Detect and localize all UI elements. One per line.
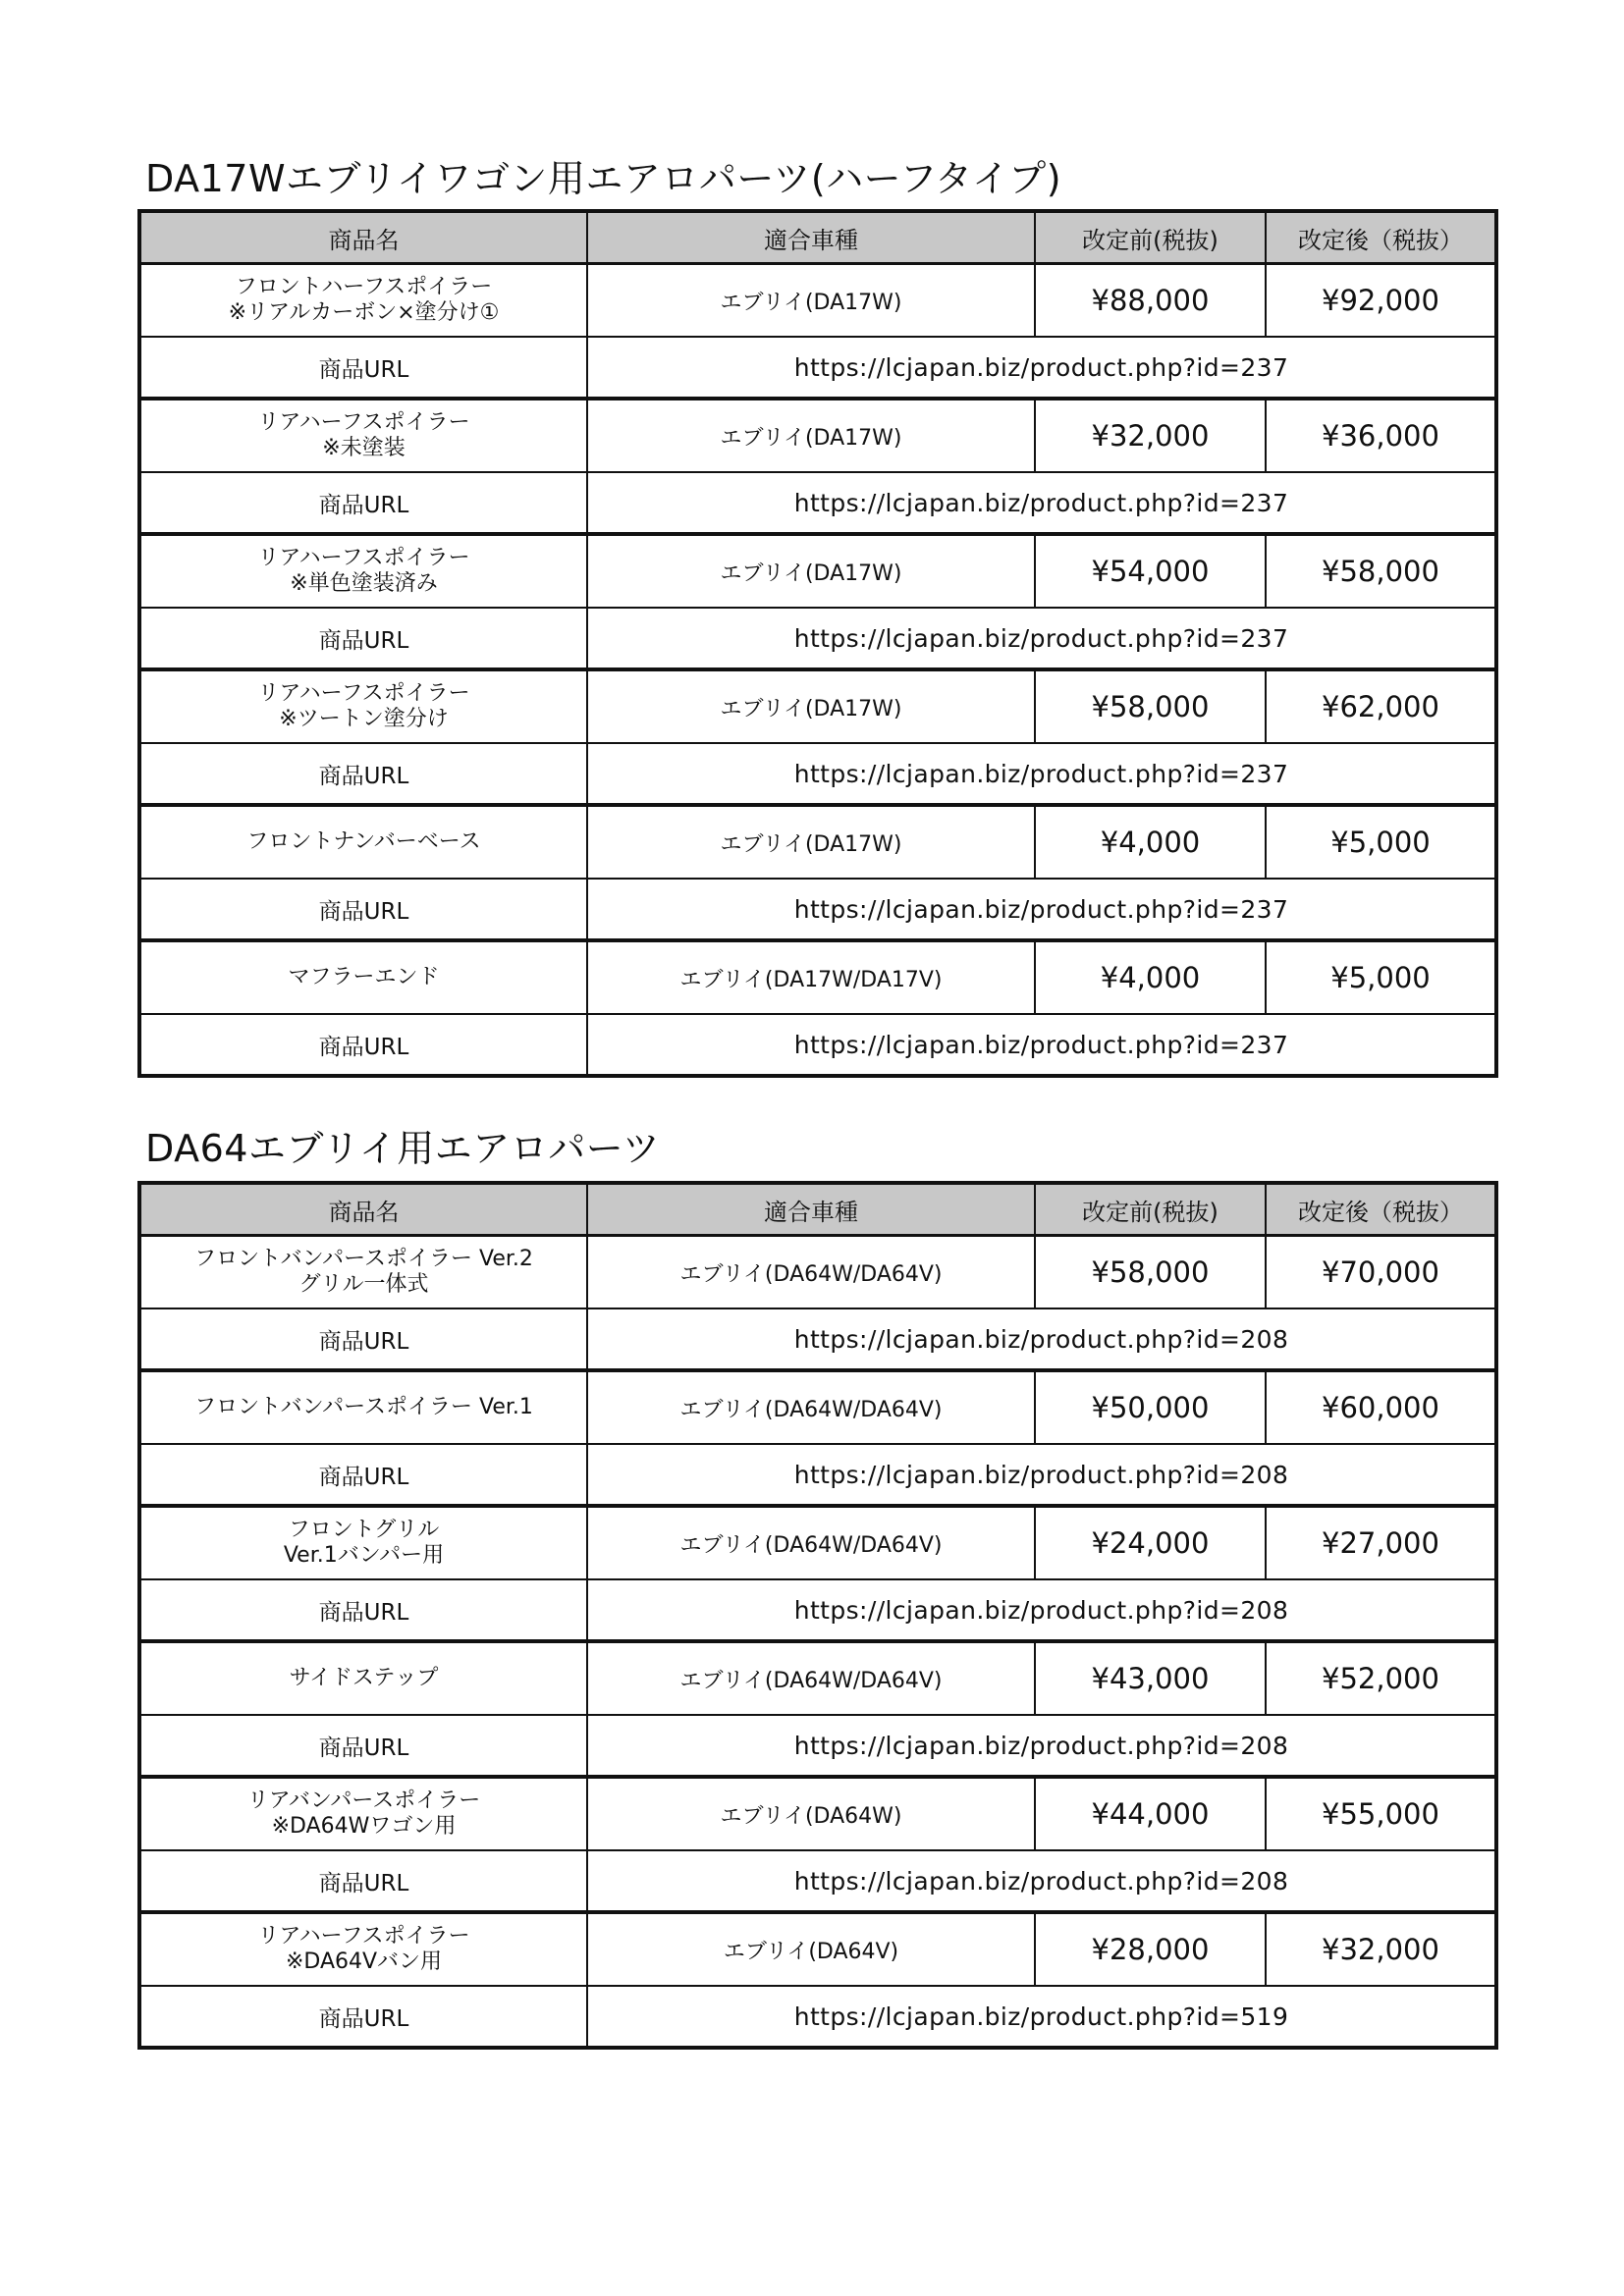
- url-label: 商品URL: [139, 1850, 587, 1912]
- header-compatible-model: 適合車種: [587, 211, 1035, 264]
- url-row: [139, 1986, 1496, 2048]
- url-row: [139, 1014, 1496, 1076]
- url-label: 商品URL: [139, 1308, 587, 1370]
- price-before: ¥88,000: [1035, 264, 1266, 338]
- header-price-before: 改定前(税抜): [1035, 211, 1266, 264]
- product-row: [139, 1777, 1496, 1850]
- compatible-model: エブリイ(DA64V): [587, 1912, 1035, 1986]
- url-row: [139, 472, 1496, 534]
- product-url-link[interactable]: https://lcjapan.biz/product.php?id=208: [587, 1444, 1496, 1506]
- price-after: ¥58,000: [1266, 534, 1496, 608]
- product-row: [139, 1912, 1496, 1986]
- url-row: [139, 1579, 1496, 1641]
- product-url-link[interactable]: https://lcjapan.biz/product.php?id=237: [587, 608, 1496, 669]
- product-row: [139, 805, 1496, 879]
- price-before: ¥54,000: [1035, 534, 1266, 608]
- url-label: 商品URL: [139, 337, 587, 399]
- product-row: [139, 534, 1496, 608]
- price-after: ¥62,000: [1266, 669, 1496, 743]
- compatible-model: エブリイ(DA17W): [587, 805, 1035, 879]
- product-url-link[interactable]: https://lcjapan.biz/product.php?id=237: [587, 337, 1496, 399]
- compatible-model: エブリイ(DA17W): [587, 399, 1035, 472]
- price-before: ¥58,000: [1035, 1236, 1266, 1309]
- product-row: [139, 669, 1496, 743]
- product-name: リアハーフスポイラー ※単色塗装済み: [139, 534, 587, 608]
- product-url-link[interactable]: https://lcjapan.biz/product.php?id=237: [587, 743, 1496, 805]
- price-before: ¥58,000: [1035, 669, 1266, 743]
- product-name: フロントグリル Ver.1バンパー用: [139, 1506, 587, 1579]
- url-row: [139, 1444, 1496, 1506]
- product-name: フロントバンパースポイラー Ver.1: [139, 1370, 587, 1444]
- compatible-model: エブリイ(DA64W): [587, 1777, 1035, 1850]
- price-before: ¥4,000: [1035, 940, 1266, 1014]
- url-label: 商品URL: [139, 608, 587, 669]
- product-url-link[interactable]: https://lcjapan.biz/product.php?id=237: [587, 1014, 1496, 1076]
- url-row: [139, 608, 1496, 669]
- product-name: フロントハーフスポイラー ※リアルカーボン×塗分け①: [139, 264, 587, 338]
- price-before: ¥44,000: [1035, 1777, 1266, 1850]
- url-label: 商品URL: [139, 1715, 587, 1777]
- product-row: [139, 399, 1496, 472]
- price-before: ¥4,000: [1035, 805, 1266, 879]
- price-before: ¥50,000: [1035, 1370, 1266, 1444]
- price-table-da17w: [137, 209, 1498, 1078]
- url-row: [139, 879, 1496, 940]
- product-name: リアハーフスポイラー ※未塗装: [139, 399, 587, 472]
- product-name: フロントバンパースポイラー Ver.2 グリル一体式: [139, 1236, 587, 1309]
- url-row: [139, 743, 1496, 805]
- product-name: フロントナンバーベース: [139, 805, 587, 879]
- url-row: [139, 1715, 1496, 1777]
- compatible-model: エブリイ(DA64W/DA64V): [587, 1370, 1035, 1444]
- header-price-after: 改定後（税抜）: [1266, 1183, 1496, 1236]
- url-row: [139, 1308, 1496, 1370]
- compatible-model: エブリイ(DA17W/DA17V): [587, 940, 1035, 1014]
- section-title-da17w: DA17Wエブリイワゴン用エアロパーツ(ハーフタイプ): [145, 157, 1062, 200]
- product-row: [139, 1506, 1496, 1579]
- url-label: 商品URL: [139, 1444, 587, 1506]
- product-name: リアハーフスポイラー ※ツートン塗分け: [139, 669, 587, 743]
- product-name: サイドステップ: [139, 1641, 587, 1715]
- url-label: 商品URL: [139, 472, 587, 534]
- product-url-link[interactable]: https://lcjapan.biz/product.php?id=519: [587, 1986, 1496, 2048]
- product-url-link[interactable]: https://lcjapan.biz/product.php?id=208: [587, 1850, 1496, 1912]
- price-before: ¥24,000: [1035, 1506, 1266, 1579]
- price-after: ¥70,000: [1266, 1236, 1496, 1309]
- compatible-model: エブリイ(DA17W): [587, 534, 1035, 608]
- product-name: マフラーエンド: [139, 940, 587, 1014]
- url-label: 商品URL: [139, 1579, 587, 1641]
- product-row: [139, 264, 1496, 338]
- url-label: 商品URL: [139, 1986, 587, 2048]
- price-before: ¥43,000: [1035, 1641, 1266, 1715]
- section-title-da64: DA64エブリイ用エアロパーツ: [145, 1127, 661, 1170]
- product-name: リアハーフスポイラー ※DA64Vバン用: [139, 1912, 587, 1986]
- price-before: ¥32,000: [1035, 399, 1266, 472]
- price-after: ¥52,000: [1266, 1641, 1496, 1715]
- product-url-link[interactable]: https://lcjapan.biz/product.php?id=237: [587, 472, 1496, 534]
- table-header-row: [139, 211, 1496, 264]
- price-after: ¥36,000: [1266, 399, 1496, 472]
- url-label: 商品URL: [139, 1014, 587, 1076]
- compatible-model: エブリイ(DA64W/DA64V): [587, 1641, 1035, 1715]
- price-after: ¥5,000: [1266, 805, 1496, 879]
- product-url-link[interactable]: https://lcjapan.biz/product.php?id=208: [587, 1308, 1496, 1370]
- product-url-link[interactable]: https://lcjapan.biz/product.php?id=208: [587, 1579, 1496, 1641]
- url-label: 商品URL: [139, 879, 587, 940]
- url-row: [139, 337, 1496, 399]
- product-name: リアバンパースポイラー ※DA64Wワゴン用: [139, 1777, 587, 1850]
- compatible-model: エブリイ(DA64W/DA64V): [587, 1236, 1035, 1309]
- compatible-model: エブリイ(DA64W/DA64V): [587, 1506, 1035, 1579]
- product-url-link[interactable]: https://lcjapan.biz/product.php?id=208: [587, 1715, 1496, 1777]
- compatible-model: エブリイ(DA17W): [587, 669, 1035, 743]
- url-label: 商品URL: [139, 743, 587, 805]
- price-after: ¥5,000: [1266, 940, 1496, 1014]
- header-compatible-model: 適合車種: [587, 1183, 1035, 1236]
- header-product-name: 商品名: [139, 1183, 587, 1236]
- price-after: ¥27,000: [1266, 1506, 1496, 1579]
- price-after: ¥55,000: [1266, 1777, 1496, 1850]
- header-price-after: 改定後（税抜）: [1266, 211, 1496, 264]
- price-before: ¥28,000: [1035, 1912, 1266, 1986]
- header-product-name: 商品名: [139, 211, 587, 264]
- price-after: ¥32,000: [1266, 1912, 1496, 1986]
- compatible-model: エブリイ(DA17W): [587, 264, 1035, 338]
- price-after: ¥92,000: [1266, 264, 1496, 338]
- price-after: ¥60,000: [1266, 1370, 1496, 1444]
- product-row: [139, 1641, 1496, 1715]
- price-table-da64: [137, 1181, 1498, 2050]
- header-price-before: 改定前(税抜): [1035, 1183, 1266, 1236]
- product-row: [139, 1370, 1496, 1444]
- url-row: [139, 1850, 1496, 1912]
- product-url-link[interactable]: https://lcjapan.biz/product.php?id=237: [587, 879, 1496, 940]
- table-header-row: [139, 1183, 1496, 1236]
- product-row: [139, 940, 1496, 1014]
- product-row: [139, 1236, 1496, 1309]
